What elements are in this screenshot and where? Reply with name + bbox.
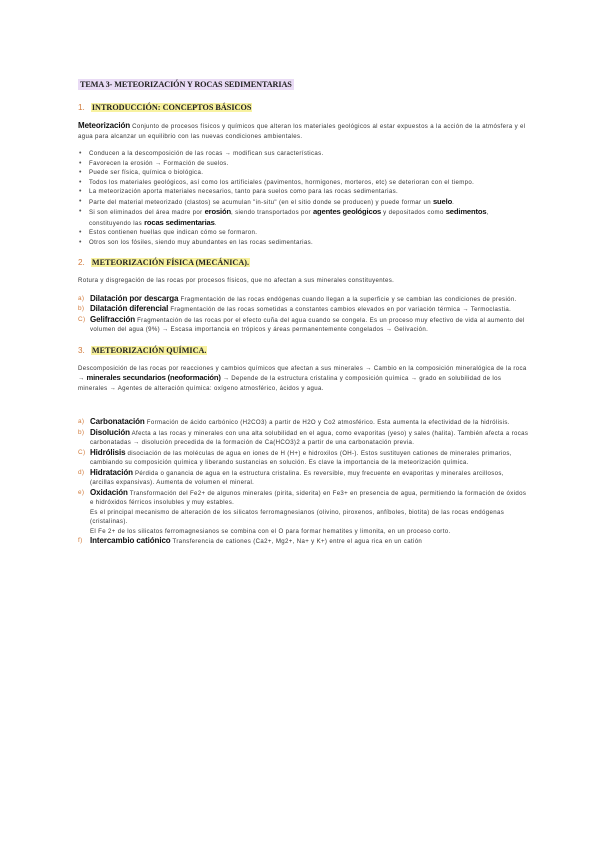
bullet-list xyxy=(78,149,530,247)
list-item: C) Hidrólisis disociación de las moléculas de agua en iones de H (H+) e hidroxilos (OH-). Estos sustituyen cationes de minerales primarios, cambiando su composición química y liberando sustancias en solución. Es clave la importancia de la meteorización química. xyxy=(78,447,512,466)
ordered-list xyxy=(78,294,530,335)
list-item: f) Intercambio catiónico Transferencia de cationes (Ca2+, Mg2+, Na+ y K+) entre el agua rica en un catión xyxy=(78,536,423,545)
section-intro: Rotura y disgregación de las rocas por procesos físicos, que no afectan a sus minerales constituyentes. xyxy=(78,277,395,284)
term-meteorizacion: Meteorización xyxy=(78,121,131,130)
list-item: a) Dilatación por descarga Fragmentación de las rocas endógenas cuando llegan a la superficie y se cambian las condiciones de presión. xyxy=(78,293,517,303)
list-item: b) Disolución Afecta a las rocas y minerales con una alta solubilidad en el agua, como evaporitas (yeso) y sales (halita). También afecta a rocas carbonatadas → disolución precedida de la formación de Ca(HCO3)2 a partir de una carbonatación previa. xyxy=(78,427,529,446)
list-item: a) Carbonatación Formación de ácido carbónico (H2CO3) a partir de H2O y Co2 atmosférico. Esta aumenta la efectividad de la hidrólisis. xyxy=(78,417,510,426)
list-item: • Puede ser física, química o biológica. xyxy=(78,168,530,178)
document-title: TEMA 3- METEORIZACIÓN Y ROCAS SEDIMENTARIAS xyxy=(80,80,292,89)
section-heading-2: 2. METEORIZACIÓN FÍSICA (MECÁNICA). xyxy=(78,258,250,267)
list-item: • Parte del material meteorizado (clastos) se acumulan "in-situ" (en el sitio donde se producen) y puede formar un suelo. xyxy=(78,197,530,208)
list-item: b) Dilatación diferencial Fragmentación de las rocas sometidas a constantes cambios elevados en por variación térmica → Termoclastia. xyxy=(78,304,512,313)
definition-paragraph: Meteorización Conjunto de procesos físicos y químicos que alteran los materiales geológicos al estar expuestos a la acción de la atmósfera y el agua para alcanzar un equilibrio con las nuevas condiciones ambientales. xyxy=(78,121,526,140)
section-intro: Descomposición de las rocas por reacciones y cambios químicos que afectan a sus minerales → Cambio en la composición mineralógica de la roca → minerales secundarios (neoformación) → Depende de la estructura cristalina y composición química → grado en solubilidad de los minerales → Agentes de alteración química: oxígeno atmosférico, ácidos y agua. xyxy=(78,364,527,392)
document-body xyxy=(78,74,530,547)
section-heading-1: 1. INTRODUCCIÓN: CONCEPTOS BÁSICOS xyxy=(78,103,252,112)
list-item: • Estos contienen huellas que indican cómo se formaron. xyxy=(78,228,530,238)
list-item: • Todos los materiales geológicos, así como los artificiales (pavimentos, hormigones, morteros, etc) se deterioran con el tiempo. xyxy=(78,178,530,188)
list-item: • Otros son los fósiles, siendo muy abundantes en las rocas sedimentarias. xyxy=(78,238,530,248)
list-item: • Conducen a la descomposición de las rocas → modifican sus características. xyxy=(78,149,530,159)
list-item: • La meteorización aporta materiales necesarios, tanto para suelos como para las rocas sedimentarias. xyxy=(78,187,530,197)
list-item: d) Hidratación Pérdida o ganancia de agua en la estructura cristalina. Es reversible, muy frecuente en evaporitas y minerales arcillosos, (arcillas expansivas). Aumenta de volumen el mineral. xyxy=(78,467,504,486)
ordered-list xyxy=(78,417,530,547)
list-item: • Si son eliminados del área madre por erosión, siendo transportados por agentes geológicos y depositados como sedimentos, constituyendo las rocas sedimentarias. xyxy=(78,207,530,228)
section-heading-3: 3. METEORIZACIÓN QUÍMICA. xyxy=(78,345,207,355)
list-item: e) Oxidación Transformación del Fe2+ de algunos minerales (pirita, siderita) en Fe3+ en presencia de agua, permitiendo la formación de óxidos e hidróxidos férricos insolubles y muy estables. Es el principal mecanismo de alteración de los silicatos ferromagnesianos (olivino, piroxenos, anfíboles, biotita) de las rocas endógenas (cristalinas). El Fe 2+ de los silicatos ferromagnesianos se combina con el O para formar hematites y limonita, en un proceso corto. xyxy=(78,487,527,535)
list-item: C) Gelifracción Fragmentación de las rocas por el efecto cuña del agua cuando se congela. Es un proceso muy efectivo de vida al aumento del volumen del agua (9%) → Escasa importancia en trópicos y áreas permanentemente congelados → Gelivación. xyxy=(78,314,525,333)
list-item: • Favorecen la erosión → Formación de suelos. xyxy=(78,159,530,169)
